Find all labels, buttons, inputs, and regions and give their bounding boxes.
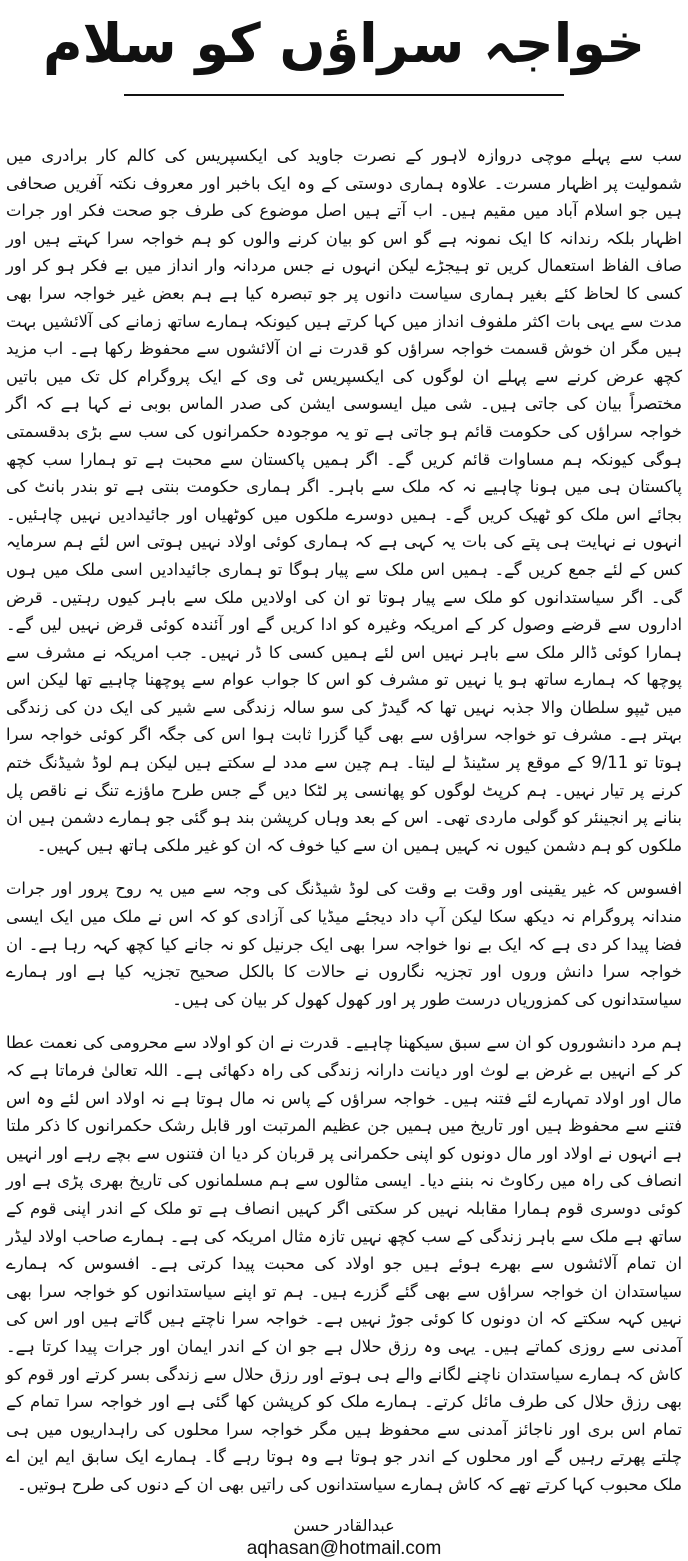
author-name: عبدالقادر حسن — [293, 1515, 395, 1535]
paragraph: سب سے پہلے موچی دروازہ لاہور کے نصرت جاوید کی ایکسپریس کی کالم کار برادری میں شمولیت پر اظہار مسرت۔ علاوہ ہماری دوستی کے وہ ایک باخبر اور معروف نکتہ آفریں صحافی ہیں جو اسلام آباد میں مقیم ہیں۔ اب آتے ہیں اصل موضوع کی طرف جو صحت فکر اور جرات اظہار بلکہ رندانہ کا ایک نمونہ ہے گو اس کو بیان کرنے والوں کو ہم خواجہ سرا کہتے ہیں اور صاف الفاظ استعمال کریں تو ہیجڑے لیکن انہوں نے جس مردانہ وار انداز میں بے فکر ہو کر اور کسی کا لحاظ کئے بغیر ہماری سیاست دانوں پر جو تبصرہ کیا ہے ہم بعض غیر خواجہ سرا بھی مدت سے یہی بات اکثر ملفوف انداز میں کہا کرتے ہیں کیونکہ ہمارے ساتھ زمانے کی آلائشیں بہت ہیں مگر ان خوش قسمت خواجہ سراؤں کو قدرت نے ان آلائشوں سے محفوظ رکھا ہے۔ اب مزید کچھ عرض کرنے سے پہلے ان لوگوں کی ایکسپریس ٹی وی کے ایک پروگرام کل تک میں باتیں مختصراً بیان کی جاتی ہیں۔ شی میل ایسوسی ایشن کی صدر الماس بوبی نے کہا ہے کہ اگر خواجہ سراؤں کی حکومت قائم ہو جاتی ہے تو یہ موجودہ حکمرانوں کی سب سے بڑی بدقسمتی ہوگی کیونکہ ہم مساوات قائم کریں گے۔ اگر ہمیں پاکستان سے محبت ہے تو ہمارا سب کچھ پاکستان ہی میں ہونا چاہیے نہ کہ ملک سے باہر۔ اگر ہماری حکومت بنتی ہے تو بندر بانٹ کی بجائے اس ملک کو ٹھیک کریں گے۔ ہمیں دوسرے ملکوں میں کوٹھیاں اور جائیدادیں نہیں چاہئیں۔ انہوں نے نہایت ہی پتے کی بات یہ کہی ہے کہ ہماری کوئی اولاد نہیں ہوتی اس لئے ہم سرمایہ کس کے لئے جمع کریں گے۔ ہمیں اس ملک سے پیار ہوگا تو ہماری جائیدادیں اسی ملک میں ہوں گی۔ اگر سیاستدانوں کو ملک سے پیار ہوتا تو ان کی اولادیں ملک سے باہر کیوں رہتیں۔ قرض اداروں سے قرضے وصول کر کے امریکہ وغیرہ کو ادا کریں گے اور آئندہ کوئی قرض نہیں لیں گے۔ ہمارا کوئی ڈالر ملک سے باہر نہیں اس لئے ہمیں کسی کا ڈر نہیں۔ جب امریکہ نے مشرف سے پوچھا کہ ہمارے ساتھ ہو یا نہیں تو مشرف کو اس کا جواب عوام سے پوچھنا چاہیے تھا لیکن اس میں ٹیپو سلطان والا جذبہ نہیں تھا کہ گیدڑ کی سو سالہ زندگی سے شیر کی ایک دن کی زندگی بہتر ہے۔ مشرف تو خواجہ سراؤں سے بھی گیا گزرا ثابت ہوا اس کی جگہ اگر کوئی خواجہ سرا ہوتا تو 9/11 کے موقع پر سٹینڈ لے لیتا۔ ہم چین سے مدد لے سکتے ہیں لیکن ہم لوڈ شیڈنگ ختم کرنے پر تیار نہیں۔ ہم کرپٹ لوگوں کو پھانسی پر لٹکا دیں گے جس طرح ماؤزے تنگ نے ناقص پل بنانے پر انجینئر کو گولی ماردی تھی۔ اس کے بعد وہاں کرپشن بند ہو گئی جو ہمارے دشمن ہیں ان ملکوں کو ہم دشمن کیوں نہ کہیں ہمیں ان سے کیا خوف کہ ان کو غیر ملکی ہاتھ ہیں کہیں۔ — [6, 146, 682, 855]
article-title: خواجہ سراؤں کو سلام — [42, 12, 646, 75]
signature — [0, 1515, 688, 1561]
paragraph: افسوس کہ غیر یقینی اور وقت بے وقت کی لوڈ شیڈنگ کی وجہ سے میں یہ روح پرور اور جرات مندانہ پروگرام نہ دیکھ سکا لیکن آپ داد دیجئے میڈیا کی آزادی کو کہ اس نے ملک میں ایک ایسی فضا پیدا کر دی ہے کہ ایک بے نوا خواجہ سرا بھی ایک جرنیل کو نہ جانے کیا کچھ کہہ رہا ہے۔ ان خواجہ سرا دانش وروں اور تجزیہ نگاروں نے حالات کا بالکل صحیح تجزیہ کیا ہے اور ہمارے سیاستدانوں کی کمزوریاں درست طور پر اور کھول کھول کر بیان کی ہیں۔ — [6, 879, 682, 1009]
article — [0, 4, 688, 1561]
title-divider — [124, 94, 564, 96]
article-body — [0, 142, 688, 1499]
paragraph: ہم مرد دانشوروں کو ان سے سبق سیکھنا چاہیے۔ قدرت نے ان کو اولاد سے محرومی کی نعمت عطا کر کے انہیں بے غرض بے لوث اور دیانت دارانہ زندگی کی راہ دکھائی ہے۔ اللہ تعالیٰ فرماتا ہے کہ مال اور اولاد تمہارے لئے فتنہ ہیں۔ خواجہ سراؤں کے پاس نہ مال ہوتا ہے نہ اولاد اس لئے وہ اس فتنے سے محفوظ ہیں اور تاریخ میں ہمیں جن عظیم المرتبت اور قابل رشک حکمرانوں کا ذکر ملتا ہے انہوں نے اولاد اور مال دونوں کو اپنی حکمرانی پر قربان کر دیا ان فتنوں سے بچے رہے اور انہیں انصاف کی راہ میں رکاوٹ نہ بننے دیا۔ ایسی مثالوں سے ہم مسلمانوں کی تاریخ بھری پڑی ہے اور کوئی دوسری قوم ہمارا مقابلہ نہیں کر سکتی اگر کہیں انصاف ہے تو ملک کے اندر اپنی قوم کے ساتھ ہے ملک سے باہر زندگی کے سب کچھ نہیں تازہ مثال امریکہ کی ہے۔ ہمارے صاحب اولاد لیڈر ان تمام آلائشوں سے بھرے ہوئے ہیں جو اولاد کی محبت پیدا کرتی ہے۔ افسوس کہ ہمارے سیاستدان ان خواجہ سراؤں سے بھی گئے گزرے ہیں۔ ہم تو اپنے سیاستدانوں کو خواجہ سرا بھی نہیں کہہ سکتے کہ ان دونوں کا کوئی جوڑ نہیں ہے۔ خواجہ سرا ناچتے ہیں گاتے ہیں اور اس کی آمدنی سے روزی کماتے ہیں۔ یہی وہ رزق حلال ہے جو ان کے اندر ایمان اور جرات پیدا کرتا ہے۔ کاش کہ ہمارے سیاستدان ناچنے لگانے والے ہی ہوتے اور رزق حلال سے زندگی بسر کرتے اور قوم کو بھی رزق حلال کی طرف مائل کرتے۔ ہمارے ملک کو کرپشن کھا گئی ہے اور خواجہ سرا تمام کے تمام اس بری اور ناجائز آمدنی سے محفوظ ہیں مگر خواجہ سرا محلوں کی راہداریوں میں ہی چلتے پھرتے رہیں گے اور محلوں کے اندر جو ہوتا ہے وہ ہوتا رہے گا۔ ہمارے ایک سابق ایم این اے ملک محبوب کہا کرتے تھے کہ کاش ہمارے سیاستدانوں کی راتیں بھی ان کے دنوں کی طرح ہوتیں۔ — [6, 1033, 682, 1494]
author-email: aqhasan@hotmail.com — [246, 1537, 442, 1559]
